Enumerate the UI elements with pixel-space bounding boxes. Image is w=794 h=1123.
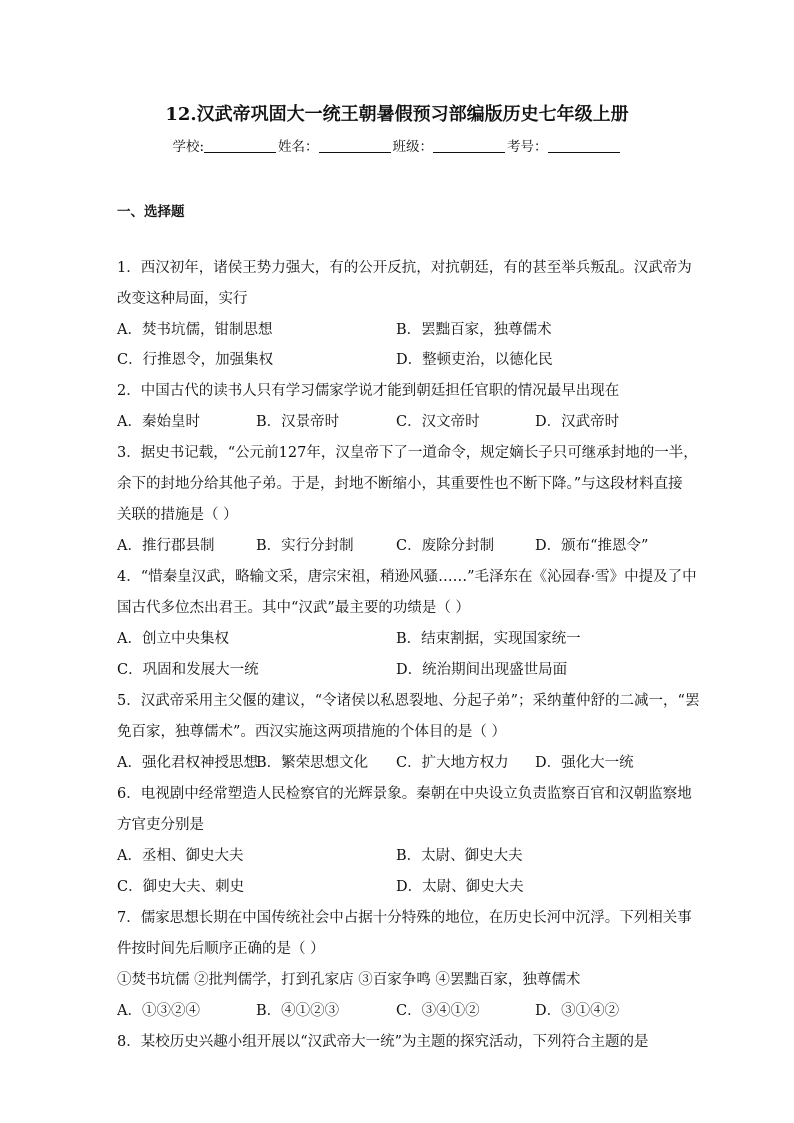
page-title: 12.汉武帝巩固大一统王朝暑假预习部编版历史七年级上册 xyxy=(165,104,629,125)
question-3-option-c[interactable]: C．废除分封制 xyxy=(396,538,495,554)
school-blank[interactable] xyxy=(204,138,276,153)
question-6-option-a[interactable]: A．丞相、御史大夫 xyxy=(117,848,244,864)
question-5-option-a[interactable]: A．强化君权神授思想 xyxy=(117,755,258,771)
question-7-line-3: ①焚书坑儒 ②批判儒学，打到孔家店 ③百家争鸣 ④罢黜百家，独尊儒术 xyxy=(117,972,581,988)
question-7-option-c[interactable]: C．③④①② xyxy=(396,1003,480,1019)
exam-no-label: 考号： xyxy=(507,139,548,155)
section-heading: 一、选择题 xyxy=(117,204,185,220)
question-6-option-b[interactable]: B．太尉、御史大夫 xyxy=(396,848,523,864)
question-1-line-1: 1．西汉初年，诸侯王势力强大，有的公开反抗，对抗朝廷，有的甚至举兵叛乱。汉武帝为 xyxy=(117,260,692,276)
question-4-option-c[interactable]: C．巩固和发展大一统 xyxy=(117,662,259,678)
question-3-option-b[interactable]: B．实行分封制 xyxy=(256,538,354,554)
question-1-option-b[interactable]: B．罢黜百家，独尊儒术 xyxy=(396,322,552,338)
question-2-line-1: 2．中国古代的读书人只有学习儒家学说才能到朝廷担任官职的情况最早出现在 xyxy=(117,383,620,399)
question-4-option-a[interactable]: A．创立中央集权 xyxy=(117,631,229,647)
question-3-line-1: 3．据史书记载，“公元前127年，汉皇帝下了一道命令，规定嫡长子只可继承封地的一半， xyxy=(117,445,698,461)
question-7-option-d[interactable]: D．③①④② xyxy=(535,1003,620,1019)
question-5-line-1: 5．汉武帝采用主父偃的建议，“令诸侯以私恩裂地、分起子弟”；采纳董仲舒的二减一，“罢 xyxy=(117,693,700,709)
question-1-line-2: 改变这种局面，实行 xyxy=(117,291,248,307)
question-3-option-a[interactable]: A．推行郡县制 xyxy=(117,538,215,554)
question-3-option-d[interactable]: D．颁布“推恩令” xyxy=(535,538,649,554)
question-7-line-2: 件按时间先后顺序正确的是（ ） xyxy=(117,941,325,957)
class-blank[interactable] xyxy=(433,138,505,153)
question-4-option-d[interactable]: D．统治期间出现盛世局面 xyxy=(396,662,568,678)
question-7-option-b[interactable]: B．④①②③ xyxy=(256,1003,340,1019)
class-label: 班级： xyxy=(392,139,434,155)
question-5-option-c[interactable]: C．扩大地方权力 xyxy=(396,755,509,771)
question-6-option-d[interactable]: D．太尉、御史大夫 xyxy=(396,879,524,895)
question-2-option-d[interactable]: D．汉武帝时 xyxy=(535,414,620,430)
question-4-option-b[interactable]: B．结束割据，实现国家统一 xyxy=(396,631,581,647)
question-1-option-c[interactable]: C．行推恩令，加强集权 xyxy=(117,352,274,368)
question-3-line-2: 余下的封地分给其他子弟。于是，封地不断缩小，其重要性也不断下降。”与这段材料直接 xyxy=(117,476,683,492)
school-label: 学校: xyxy=(172,139,205,155)
question-2-option-a[interactable]: A．秦始皇时 xyxy=(117,414,200,430)
question-5-line-2: 免百家，独尊儒术”。西汉实施这两项措施的个体目的是（ ） xyxy=(117,724,507,740)
question-6-line-2: 方官吏分别是 xyxy=(117,817,204,833)
question-4-line-2: 国古代多位杰出君王。其中“汉武”最主要的功绩是（ ） xyxy=(117,600,470,616)
question-8-line-1: 8．某校历史兴趣小组开展以“汉武帝大一统”为主题的探究活动，下列符合主题的是 xyxy=(117,1034,649,1050)
question-5-option-b[interactable]: B．繁荣思想文化 xyxy=(256,755,369,771)
question-5-option-d[interactable]: D．强化大一统 xyxy=(535,755,634,771)
exam-no-blank[interactable] xyxy=(548,138,620,153)
question-1-option-a[interactable]: A．焚书坑儒，钳制思想 xyxy=(117,322,273,338)
question-4-line-1: 4．“惜秦皇汉武，略输文采，唐宗宋祖，稍逊风骚……”毛泽东在《沁园春·雪》中提及了中 xyxy=(117,569,697,585)
student-info-line xyxy=(0,137,794,157)
question-1-option-d[interactable]: D．整顿吏治，以德化民 xyxy=(396,352,553,368)
name-label: 姓名： xyxy=(278,139,319,155)
question-7-option-a[interactable]: A．①③②④ xyxy=(117,1003,200,1019)
name-blank[interactable] xyxy=(319,138,391,153)
question-7-line-1: 7．儒家思想长期在中国传统社会中占据十分特殊的地位，在历史长河中沉浮。下列相关事 xyxy=(117,910,692,926)
question-3-line-3: 关联的措施是（ ） xyxy=(117,507,238,523)
question-6-option-c[interactable]: C．御史大夫、刺史 xyxy=(117,879,245,895)
question-2-option-c[interactable]: C．汉文帝时 xyxy=(396,414,480,430)
question-2-option-b[interactable]: B．汉景帝时 xyxy=(256,414,340,430)
question-6-line-1: 6．电视剧中经常塑造人民检察官的光辉景象。秦朝在中央设立负责监察百官和汉朝监察地 xyxy=(117,786,692,802)
